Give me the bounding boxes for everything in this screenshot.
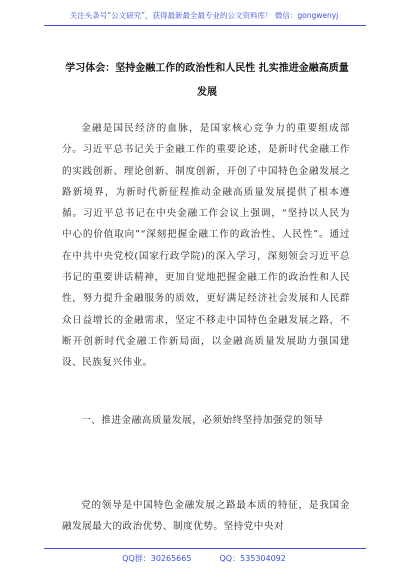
footer-qq-number: QQ：535304092	[219, 554, 286, 563]
footer-contact	[0, 553, 408, 564]
header-banner: 关注头条号“公文研究”，获得最新最全最专业的公文资料库！ 微信：gongwenyj	[69, 11, 339, 20]
header-divider	[44, 25, 366, 26]
body-paragraph-1: 金融是国民经济的血脉，是国家核心竞争力的重要组成部分。习近平总书记关于金融工作的重要论述，是新时代金融工作的实践创新、理论创新、制度创新，开创了中国特色金融发展之路新境界，为新时代新征程推动金融高质量发展提供了根本遵循。习近平总书记在中央金融工作会议上强调，“坚持以人民为中心的价值取向”“深刻把握金融工作的政治性、人民性”。通过在中共中央党校(国家行政学院)的深入学习，深刻领会习近平总书记的重要讲话精神，更加自觉地把握金融工作的政治性和人民性，努力提升金融服务的质效，更好满足经济社会发展和人民群众日益增长的金融需求，坚定不移走中国特色金融发展之路，不断开创新时代金融工作新局面，以金融高质量发展助力强国建设、民族复兴伟业。	[62, 123, 350, 369]
document-title: 学习体会：坚持金融工作的政治性和人民性 扎实推进金融高质量发展	[65, 63, 349, 98]
footer-qq-group: QQ群：30265665	[122, 554, 192, 563]
section-heading-1: 一、推进金融高质量发展，必须始终坚持加强党的领导	[81, 415, 324, 426]
footer-divider	[44, 548, 366, 549]
body-paragraph-2: 党的领导是中国特色金融发展之路最本质的特征，是我国金融发展最大的政治优势、制度优势。坚持党中央对	[62, 500, 350, 533]
